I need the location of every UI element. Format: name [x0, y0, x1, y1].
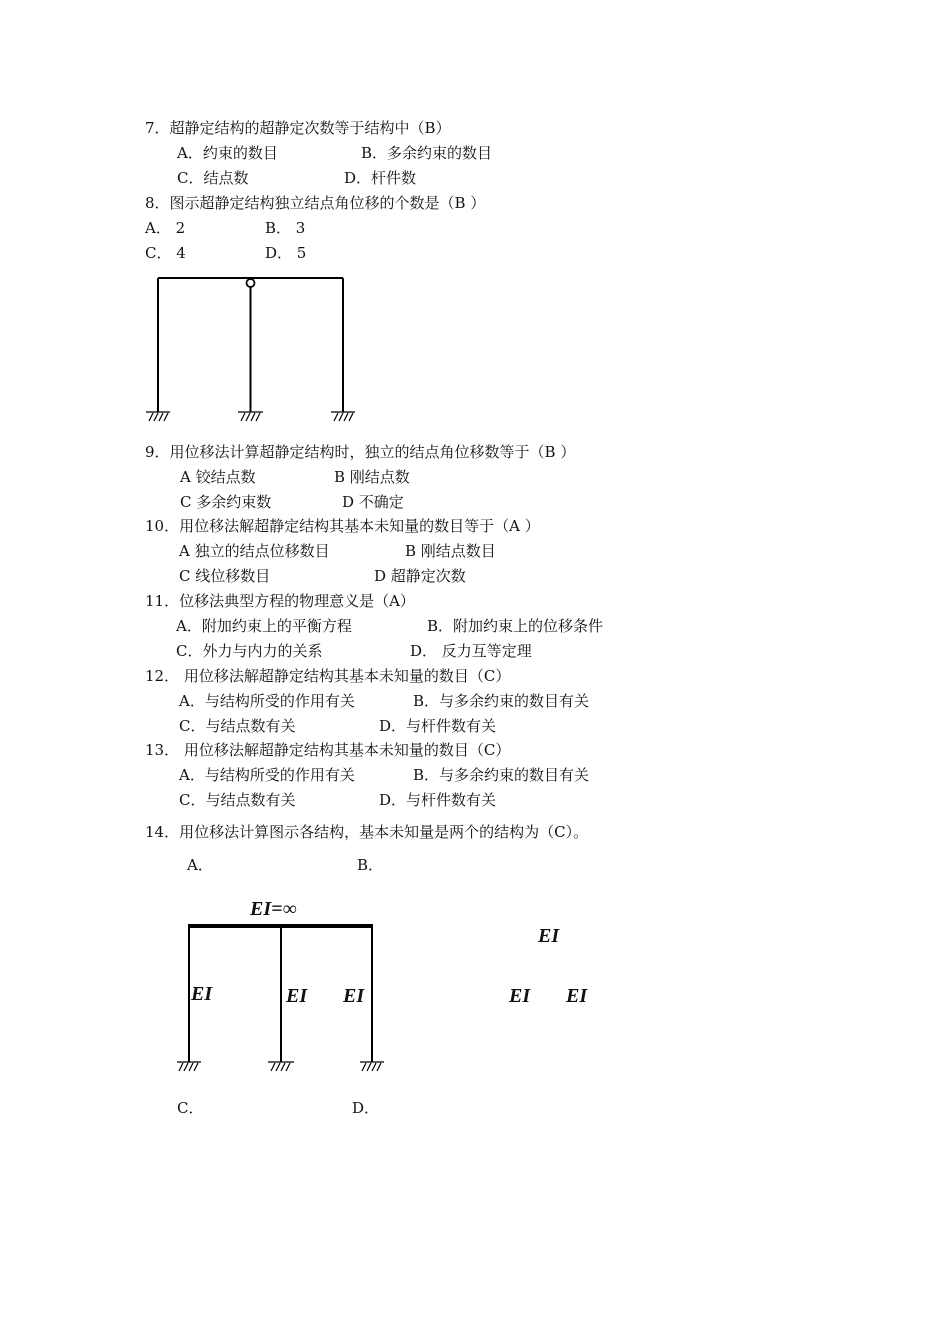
q14b-left-label: EI [509, 985, 531, 1007]
q10-option-b: B 刚结点数目 [405, 542, 496, 560]
q9-option-a: A 铰结点数 [180, 468, 256, 486]
q14-figure-label-c: C． [177, 1099, 204, 1117]
q14a-beam-label: EI=∞ [250, 898, 297, 920]
q8-option-b: B． 3 [265, 219, 306, 237]
q8-option-d: D． 5 [265, 244, 307, 262]
q13-option-b: B．与多余约束的数目有关 [413, 766, 590, 784]
q9-stem: 9．用位移法计算超静定结构时，独立的结点角位移数等于（B ） [145, 443, 576, 461]
q14a-middle-column-label: EI [286, 985, 308, 1007]
q7-option-c: C．结点数 [177, 169, 249, 187]
q10-stem: 10．用位移法解超静定结构其基本未知量的数目等于（A ） [145, 517, 540, 535]
q13-option-a: A．与结构所受的作用有关 [179, 766, 355, 784]
q12-option-c: C．与结点数有关 [179, 717, 296, 735]
q7-option-d: D．杆件数 [344, 169, 417, 187]
q12-option-d: D．与杆件数有关 [379, 717, 497, 735]
q14b-right-label: EI [566, 985, 588, 1007]
q14-stem: 14．用位移法计算图示各结构，基本未知量是两个的结构为（C）。 [145, 823, 589, 841]
q7-option-b: B．多余约束的数目 [361, 144, 493, 162]
q12-stem: 12． 用位移法解超静定结构其基本未知量的数目（C） [145, 667, 511, 685]
q14-figure-label-b: B． [357, 856, 384, 874]
q13-option-c: C．与结点数有关 [179, 791, 296, 809]
q11-option-b: B．附加约束上的位移条件 [427, 617, 604, 635]
q14a-left-column-label: EI [191, 983, 213, 1005]
q14-figure-label-a: A． [187, 856, 213, 874]
q14b-top-label: EI [538, 925, 560, 947]
q9-option-d: D 不确定 [342, 493, 404, 511]
q10-option-d: D 超静定次数 [374, 567, 466, 585]
q13-stem: 13． 用位移法解超静定结构其基本未知量的数目（C） [145, 741, 511, 759]
q10-option-c: C 线位移数目 [179, 567, 271, 585]
q14a-right-column-label: EI [343, 985, 365, 1007]
q11-option-d: D． 反力互等定理 [410, 642, 532, 660]
q10-option-a: A 独立的结点位移数目 [179, 542, 330, 560]
q12-option-b: B．与多余约束的数目有关 [413, 692, 590, 710]
q9-option-b: B 刚结点数 [334, 468, 410, 486]
q8-stem: 8．图示超静定结构独立结点角位移的个数是（B ） [145, 194, 486, 212]
q9-option-c: C 多余约束数 [180, 493, 272, 511]
q7-stem: 7．超静定结构的超静定次数等于结构中（B） [145, 119, 451, 137]
q7-option-a: A．约束的数目 [177, 144, 278, 162]
q11-option-c: C．外力与内力的关系 [176, 642, 323, 660]
q11-option-a: A．附加约束上的平衡方程 [176, 617, 352, 635]
q11-stem: 11．位移法典型方程的物理意义是（A） [145, 592, 415, 610]
q8-option-c: C． 4 [145, 244, 186, 262]
q8-option-a: A． 2 [145, 219, 186, 237]
q14-figure-label-d: D． [352, 1099, 380, 1117]
q12-option-a: A．与结构所受的作用有关 [179, 692, 355, 710]
q13-option-d: D．与杆件数有关 [379, 791, 497, 809]
